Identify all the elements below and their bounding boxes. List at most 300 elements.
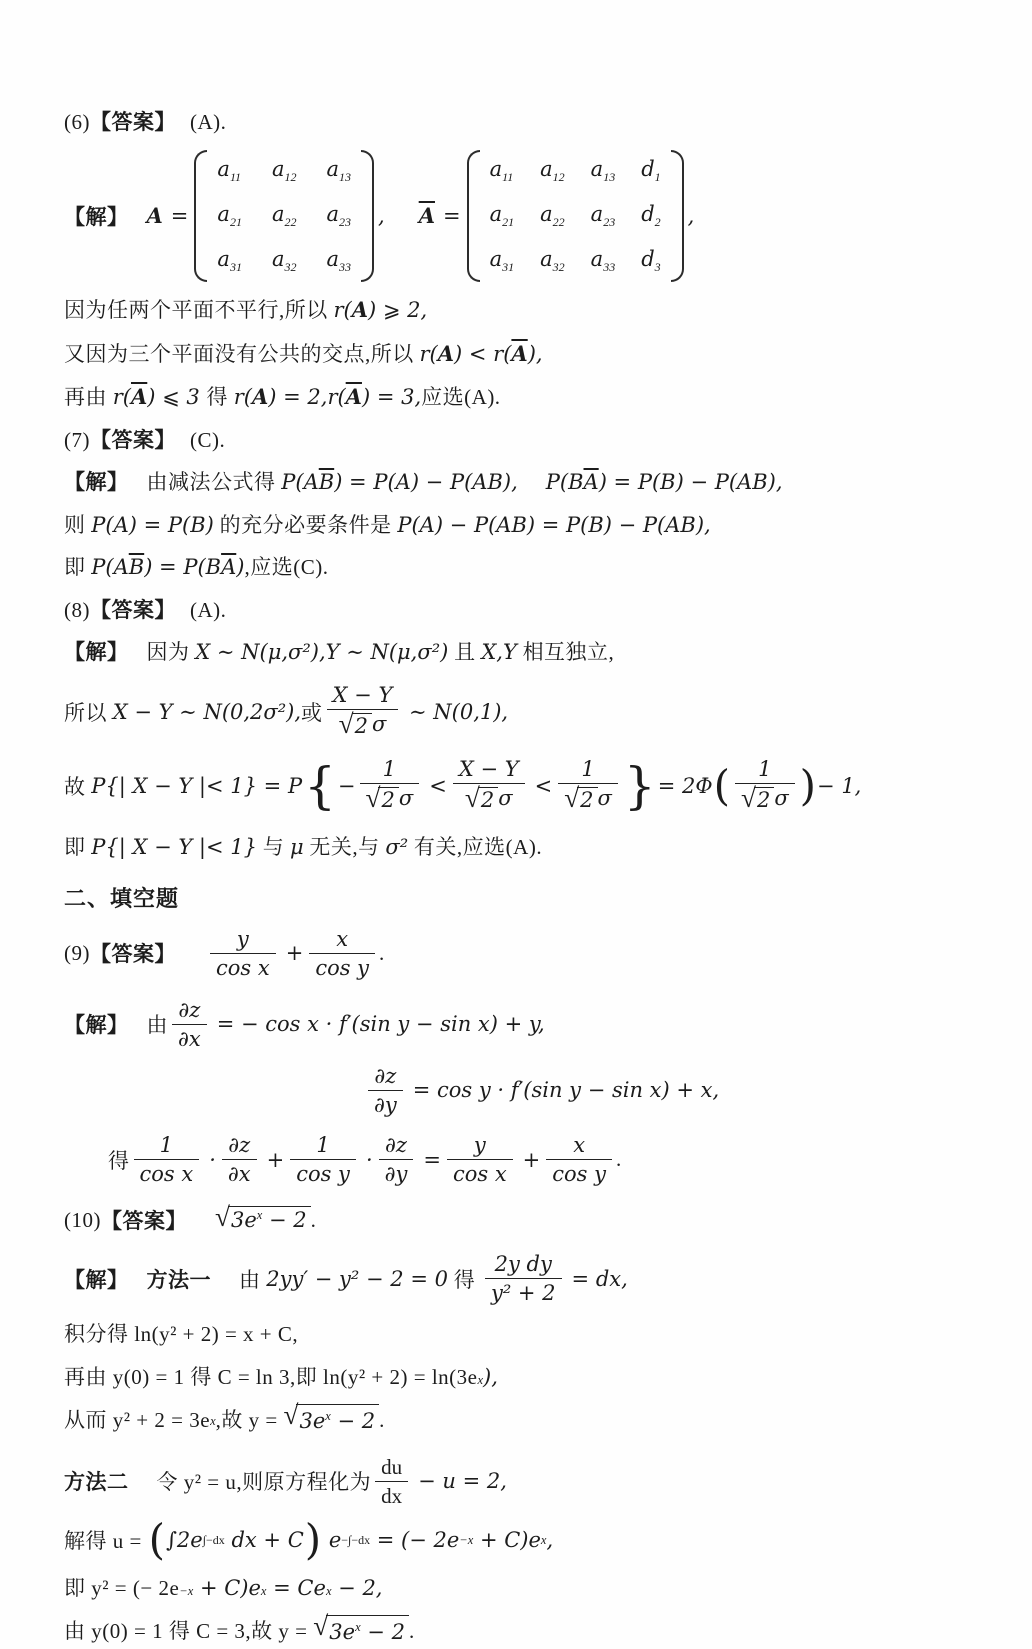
q10-line-4: 从而 y² + 2 = 3e x ,故 y = √ $3e^x - 2$ . (64, 1404, 976, 1438)
numerator: y (236, 926, 249, 951)
q7-answer-line (64, 425, 976, 457)
sqrt-radical (338, 708, 372, 740)
math: = Ce (266, 1575, 326, 1600)
math: + C)e (473, 1527, 541, 1552)
comma: , (687, 203, 695, 228)
cell-base: a (217, 201, 230, 226)
text: ,故 y = (215, 1408, 284, 1433)
math: ) = P(A) − P(AB), (334, 470, 518, 495)
math: = − cos x · f′(sin y − sin x) + y, (216, 1012, 545, 1037)
answer-text: (A). (190, 597, 227, 622)
math: = dx, (571, 1266, 628, 1291)
cell-base: a (217, 156, 230, 181)
math: − 2, (331, 1575, 383, 1600)
right-paren (361, 150, 374, 283)
math: P(A (91, 555, 129, 580)
math: = (− 2e (370, 1527, 460, 1552)
sqrt-radical (365, 782, 399, 814)
sigma: σ (398, 785, 414, 810)
cell-sub: 23 (339, 214, 351, 229)
fraction (485, 1253, 562, 1304)
text: 积分得 ln(y² + 2) = x + C, (64, 1322, 299, 1347)
radicand: 2 (352, 713, 372, 737)
numerator: x (336, 926, 349, 951)
q10-line-3: 再由 y(0) = 1 得 C = ln 3,即 ln(y² + 2) = ln(3e x ), (64, 1362, 976, 1394)
answer-text: (A). (190, 110, 227, 134)
matrix-A-augmented (467, 150, 684, 283)
cell-base: a (271, 246, 285, 271)
q6-line-3 (64, 381, 976, 414)
numerator: 2y dy (494, 1252, 552, 1277)
text: 因为 (146, 640, 196, 665)
matrix-A (194, 150, 374, 283)
matrix-cell (591, 157, 616, 185)
matrix-cell (641, 202, 660, 230)
radical-sign: √ (283, 1400, 299, 1431)
text: 又因为三个平面没有公共的交点,所以 (64, 341, 420, 366)
math-bold-Abar: $\overline{A}$ (130, 384, 148, 410)
cell-base: a (326, 246, 339, 271)
period: . (379, 1408, 385, 1433)
radicand (228, 1206, 311, 1233)
text: 因为任两个平面不平行,所以 (64, 298, 334, 323)
numerator: 1 (382, 756, 397, 781)
math: P(B (545, 470, 584, 495)
fraction-1-over-sqrt2sigma (558, 758, 618, 814)
matrix-A-symbol: A (146, 203, 163, 229)
sigma: σ (597, 785, 612, 810)
numerator: ∂z (385, 1133, 407, 1158)
cell-base: a (540, 201, 553, 226)
less-than: < (429, 774, 447, 799)
matrix-cell (217, 247, 242, 275)
math-sigma-squared: σ² (385, 835, 409, 860)
cell-base: a (590, 156, 604, 181)
text: 有关,应选(A). (408, 835, 543, 860)
cell-base: a (590, 201, 604, 226)
math: P(A) − P(AB) = P(B) − P(AB), (397, 512, 711, 537)
q9-line-3 (108, 1134, 976, 1185)
cell-sub: 13 (603, 169, 616, 184)
sqrt-radical (464, 782, 498, 814)
radicand-text: − 2 (330, 1409, 376, 1434)
cell-sub: 31 (229, 260, 242, 275)
text: 无关,与 (303, 835, 386, 860)
cell-base: a (489, 246, 503, 271)
cell-base: a (326, 201, 339, 226)
sigma: σ (371, 711, 387, 736)
sqrt-radical (313, 1611, 409, 1649)
dot-operator: · (365, 1147, 373, 1172)
q7-line-2 (64, 510, 976, 542)
matrix-A-grid (207, 150, 361, 283)
math-bold-Abar: $\overline{A}$ (511, 340, 528, 366)
denominator: cos x (447, 1159, 513, 1185)
math: X,Y (481, 640, 517, 665)
radicand (296, 1404, 379, 1438)
matrix-cell (591, 202, 616, 230)
math: r( (327, 385, 346, 410)
plus-sign: + (266, 1147, 285, 1172)
q9-answer-line (64, 928, 976, 979)
matrix-cell (540, 202, 565, 230)
big-left-brace: { (304, 756, 336, 815)
q10-line-8 (64, 1611, 976, 1649)
denominator: ∂y (379, 1159, 414, 1185)
numerator: x (573, 1133, 586, 1158)
solution-tag: 【解】 (64, 1014, 129, 1038)
solution-tag: 【解】 (64, 471, 129, 495)
radicand: 2 (577, 787, 597, 811)
big-right-paren: ) (304, 1514, 322, 1564)
big-right-brace: } (623, 756, 656, 815)
cell-base: a (489, 201, 503, 226)
q6-matrix-line (64, 150, 976, 283)
cell-sub: 32 (284, 260, 297, 275)
fraction-dz-dy (368, 1065, 403, 1116)
q6-line-1 (64, 294, 976, 327)
cell-sub: 13 (339, 169, 351, 184)
plus-sign: + (285, 941, 304, 966)
fraction-xy-over-sqrt2sigma (327, 684, 399, 740)
big-left-paren: ( (713, 761, 730, 811)
cell-sub: 32 (552, 260, 565, 275)
fraction-dz-dy (379, 1134, 414, 1185)
equals-sign: = (423, 1147, 441, 1172)
q8-answer-line (64, 595, 976, 627)
fraction (447, 1134, 513, 1185)
text: ,应选(C). (244, 555, 329, 580)
math: = 2Φ (657, 774, 713, 799)
cell-base: a (271, 201, 285, 226)
math: ) = P(B) − P(AB), (598, 470, 783, 495)
text: 再由 (64, 385, 113, 410)
denominator: cos y (290, 1159, 356, 1185)
cell-base: a (271, 156, 285, 181)
math: ) (236, 555, 245, 580)
integral-term: ∫2e (165, 1527, 203, 1552)
sqrt-radical (564, 782, 597, 814)
right-paren (671, 150, 684, 283)
answer-tag: 【答案】 (90, 111, 176, 134)
sigma: σ (498, 785, 513, 810)
radicand (326, 1615, 409, 1649)
cell-sub: 11 (502, 169, 514, 184)
cell-base: a (217, 246, 230, 271)
math: = cos y · f′(sin y − sin x) + x, (412, 1078, 720, 1103)
exponent-x: x (256, 1208, 263, 1223)
denominator (453, 783, 525, 814)
fraction (290, 1134, 356, 1185)
math: ) = P(B (144, 555, 222, 580)
q8-line-1 (64, 637, 976, 669)
denominator (558, 783, 618, 814)
text: 即 y² = (− 2e (64, 1575, 180, 1600)
math: P{| X − Y |< 1} (91, 835, 257, 860)
method-1-label: 方法一 (146, 1268, 211, 1292)
matrix-cell (490, 157, 515, 185)
cell-sub: 31 (502, 260, 515, 275)
comma: , (546, 1527, 554, 1552)
equals-sign: = (442, 203, 461, 228)
q6-answer-line (64, 107, 976, 139)
q6-line-2 (64, 338, 976, 371)
q9-line-2 (364, 1065, 976, 1116)
radical-sign: √ (313, 1611, 329, 1641)
math: r( (112, 385, 131, 410)
matrix-cell (272, 202, 297, 230)
q10-answer-line (64, 1202, 976, 1235)
text: 由 y(0) = 1 得 C = 3,故 y = (64, 1619, 314, 1643)
math-Abar: $\overline{A}$ (221, 555, 237, 580)
matrix-cell (217, 157, 242, 185)
q10-line-6: 解得 u = ( ∫2e ∫−dx dx + C ) e −∫−dx = (− 2e −x + C)e x , (64, 1514, 554, 1564)
cell-sub: 21 (229, 214, 242, 229)
cell-sub: 2 (654, 214, 661, 229)
denominator (360, 783, 420, 814)
radicand: 2 (754, 787, 774, 811)
denominator: cos x (134, 1159, 200, 1185)
fraction (210, 928, 276, 979)
numerator: X − Y (332, 682, 393, 707)
math-bold-Abar: $\overline{A}$ (345, 384, 362, 410)
q10-line-1 (64, 1253, 976, 1304)
radicand-text: 3e (329, 1620, 356, 1644)
math: − u = 2, (418, 1469, 507, 1494)
math: − 1, (817, 774, 862, 799)
radicand-text: 3e (299, 1409, 326, 1434)
sqrt-radical (283, 1400, 379, 1438)
math-Abar: $\overline{A}$ (583, 470, 599, 495)
radical-sign: √ (215, 1202, 230, 1233)
radical-sign: √ (365, 782, 381, 813)
math: ) < r( (454, 341, 512, 366)
exponent-x: x (325, 1409, 331, 1424)
math: ∼ N(0,1), (402, 699, 509, 724)
q8-line-4 (64, 832, 976, 864)
text: 故 (64, 775, 92, 800)
denominator: cos y (546, 1159, 612, 1185)
fraction (134, 1134, 200, 1185)
cell-base: a (540, 156, 553, 181)
matrix-cell (217, 202, 242, 230)
cell-sub: 11 (229, 169, 242, 184)
radicand-text: − 2 (262, 1208, 307, 1233)
matrix-cell (591, 247, 616, 275)
period: . (616, 1147, 622, 1172)
period: . (379, 940, 385, 965)
sqrt-radical (740, 782, 774, 814)
cell-sub: 23 (603, 214, 616, 229)
q8-line-2 (64, 684, 976, 740)
equals-sign: = (170, 203, 189, 228)
q10-method2-line (64, 1456, 976, 1507)
solution-tag: 【解】 (64, 641, 129, 665)
period: . (310, 1207, 317, 1232)
radicand-text: − 2 (360, 1620, 405, 1644)
method-2-label: 方法二 (64, 1471, 129, 1495)
period: . (408, 1619, 415, 1643)
denominator: ∂x (172, 1024, 207, 1050)
math: P{| X − Y |< 1} = P (91, 774, 303, 799)
math: + C)e (193, 1575, 261, 1600)
matrix-cell (641, 247, 660, 275)
matrix-cell (272, 247, 297, 275)
left-paren (467, 150, 480, 283)
text: 由减法公式得 (146, 470, 282, 495)
question-number: (9) (64, 940, 90, 965)
sigma: σ (774, 785, 789, 810)
denominator: cos y (309, 953, 375, 979)
math: ) ⩾ 2, (368, 298, 428, 323)
q7-line-1 (64, 467, 976, 499)
less-than: < (534, 774, 553, 799)
fraction (546, 1134, 612, 1185)
radicand: 2 (378, 787, 398, 811)
text: 相互独立, (516, 640, 615, 665)
fraction-dz-dx (172, 999, 207, 1050)
question-number: (10) (64, 1207, 101, 1232)
text: 与 (257, 835, 290, 860)
numerator: 1 (316, 1133, 330, 1158)
cell-sub: 12 (284, 169, 297, 184)
matrix-cell (641, 157, 660, 185)
numerator: du (381, 1454, 403, 1479)
cell-sub: 33 (603, 260, 616, 275)
cell-base: d (641, 156, 655, 181)
radical-sign: √ (564, 782, 580, 813)
math: ), (483, 1364, 498, 1389)
fraction (309, 928, 375, 979)
math-bold-A: A (437, 340, 455, 366)
section-title: 二、填空题 (64, 885, 180, 911)
denominator: y² + 2 (485, 1278, 562, 1304)
answer-tag: 【答案】 (90, 428, 176, 452)
math: dx + C (224, 1527, 304, 1552)
left-paren (194, 150, 207, 283)
e-term: e (322, 1527, 342, 1552)
plus-sign: + (522, 1147, 541, 1172)
radicand: 2 (478, 787, 498, 811)
math-bold-A: A (251, 384, 269, 410)
radical-sign: √ (338, 708, 354, 739)
numerator: ∂z (228, 1133, 251, 1158)
dot-operator: · (209, 1147, 216, 1172)
text: 得 (206, 385, 234, 410)
numerator: 1 (758, 756, 772, 781)
matrix-cell (326, 247, 351, 275)
numerator: ∂z (374, 1063, 397, 1088)
math: r( (233, 385, 252, 410)
text: 再由 y(0) = 1 得 C = ln 3,即 ln(y² + 2) = ln(3e (64, 1364, 478, 1389)
matrix-Abar-symbol: $\overline{A}$ (418, 203, 435, 229)
numerator: 1 (581, 756, 595, 781)
fraction-1-over-sqrt2sigma (360, 758, 420, 814)
math: r( (333, 298, 352, 323)
text: 的充分必要条件是 (213, 512, 398, 537)
cell-base: a (489, 156, 503, 181)
answer-tag: 【答案】 (90, 943, 176, 967)
math: X − Y ∼ N(0,2σ²), (112, 699, 302, 724)
q10-line-7: 即 y² = (− 2e −x + C)e x = Ce x − 2, (64, 1573, 976, 1605)
text: 得 (108, 1148, 130, 1173)
math-Bbar: $\overline{B}$ (318, 470, 335, 495)
cell-sub: 12 (552, 169, 565, 184)
math: r( (419, 341, 438, 366)
denominator: ∂y (368, 1090, 403, 1116)
fraction-dz-dx (222, 1134, 257, 1185)
text: 从而 y² + 2 = 3e (64, 1408, 211, 1433)
matrix-cell (490, 247, 515, 275)
cell-sub: 1 (654, 169, 661, 184)
denominator: dx (375, 1481, 408, 1507)
solution-tag: 【解】 (64, 205, 129, 229)
numerator: y (473, 1133, 486, 1158)
math: P(A) = P(B) (91, 512, 214, 537)
matrix-cell (540, 247, 565, 275)
matrix-cell (540, 157, 565, 185)
math: ) ⩽ 3 (147, 385, 207, 410)
math: ) = 2, (268, 385, 328, 410)
matrix-Ab-grid (480, 150, 671, 283)
question-number: (8) (64, 597, 90, 622)
big-right-paren: ) (799, 761, 817, 811)
math: X ∼ N(μ,σ²),Y ∼ N(μ,σ²) (195, 640, 449, 665)
cell-sub: 22 (552, 214, 565, 229)
math-mu: μ (290, 835, 304, 860)
text: 解得 u = (64, 1528, 148, 1553)
numerator: X − Y (458, 756, 519, 781)
big-left-paren: ( (148, 1514, 165, 1564)
denominator: cos x (210, 953, 276, 979)
text: 应选(A). (421, 385, 501, 410)
cell-base: d (641, 201, 655, 226)
q9-line-1 (64, 999, 976, 1050)
text: 且 (448, 640, 482, 665)
cell-sub: 33 (339, 260, 351, 275)
radical-sign: √ (740, 782, 756, 813)
text: 由 (239, 1267, 267, 1292)
math: ) = 3, (361, 385, 422, 410)
radical-sign: √ (464, 782, 480, 813)
answer-text: (C). (190, 427, 226, 452)
cell-base: a (590, 246, 604, 271)
text: 则 (64, 512, 92, 537)
numerator: ∂z (178, 997, 201, 1022)
q7-line-3 (64, 552, 976, 584)
text: 所以 (64, 700, 113, 725)
math-Bbar: $\overline{B}$ (128, 555, 145, 580)
radicand-text: 3e (230, 1208, 257, 1233)
cell-sub: 21 (502, 214, 515, 229)
fraction-1-over-sqrt2sigma (735, 758, 795, 814)
cell-base: d (641, 246, 655, 271)
denominator (735, 783, 795, 814)
fraction-xy-over-sqrt2sigma (453, 758, 525, 814)
matrix-cell (326, 157, 351, 185)
question-number: (6) (64, 110, 90, 134)
math-bold-A: A (351, 297, 369, 323)
cell-base: a (540, 246, 553, 271)
answer-tag: 【答案】 (90, 598, 176, 622)
question-number: (7) (64, 427, 90, 452)
numerator: 1 (159, 1133, 174, 1158)
denominator: ∂x (222, 1159, 257, 1185)
q10-line-2 (64, 1319, 976, 1351)
fraction-du-dx (375, 1456, 408, 1507)
matrix-cell (272, 157, 297, 185)
text: 或 (301, 700, 323, 725)
